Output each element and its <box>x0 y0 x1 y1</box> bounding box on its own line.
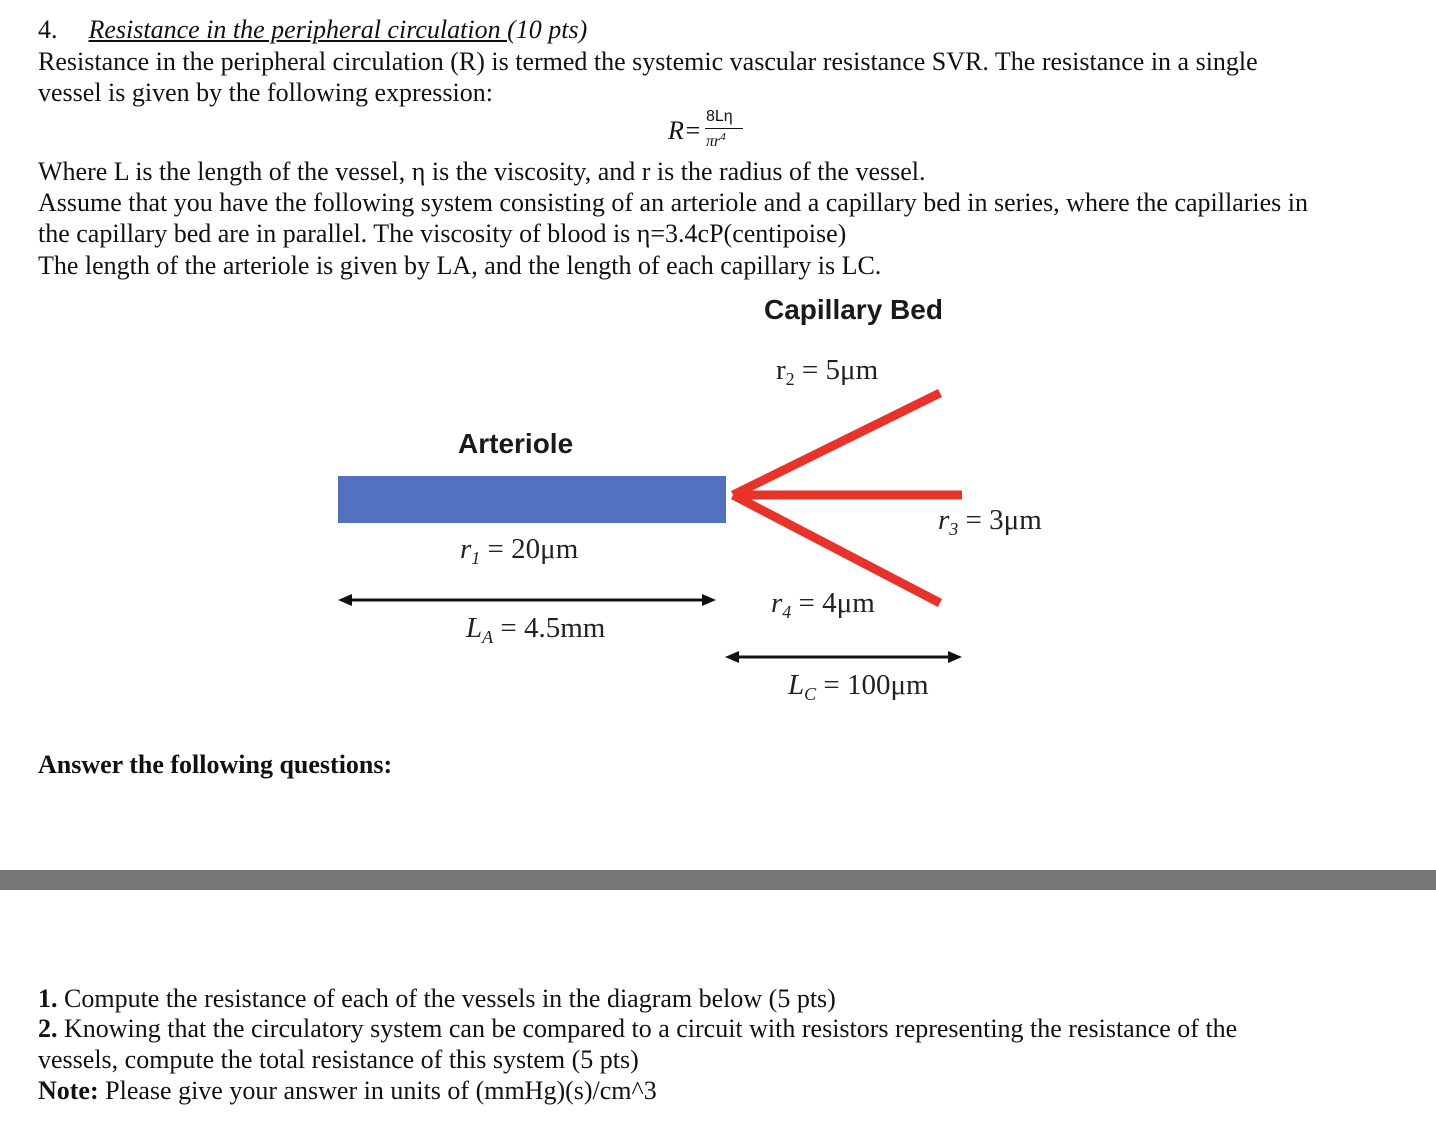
section-title: Resistance in the peripheral circulation <box>88 15 508 44</box>
units-note: Note: Please give your answer in units of (mmHg)(s)/cm^3 <box>38 1076 657 1105</box>
assume-line-1: Assume that you have the following system consisting of an arteriole and a capillary bed in series, where the capillaries in <box>38 188 1309 217</box>
intro-line-2: vessel is given by the following expression: <box>38 78 493 107</box>
lc-label: $L_C = 100\mu m$ <box>788 669 929 704</box>
capillary-bed-label: Capillary Bed <box>764 294 943 325</box>
arrow-head-left <box>725 651 739 663</box>
r1-label: $r_1 = 20\mu m$ <box>460 533 579 568</box>
formula-lhs: R= <box>668 116 702 145</box>
section-divider <box>0 870 1436 890</box>
question-2: 2. Knowing that the circulatory system can be compared to a circuit with resistors representing the resistance of the <box>38 1014 1238 1043</box>
answer-heading: Answer the following questions: <box>38 750 393 779</box>
la-label: $L_A = 4.5mm$ <box>466 612 606 647</box>
arrow-head-right <box>948 651 962 663</box>
formula-denominator: $\pi r^4$ <box>706 131 726 150</box>
arrow-head-left <box>338 594 352 606</box>
where-line: Where L is the length of the vessel, η is the viscosity, and r is the radius of the vessel. <box>38 157 926 186</box>
arteriole-vessel <box>338 476 726 523</box>
intro-line-1: Resistance in the peripheral circulation (R) is termed the systemic vascular resistance SVR. The resistance in a single <box>38 47 1258 76</box>
r2-label: $r_2 = 5\mu m$ <box>776 354 879 389</box>
arteriole-label: Arteriole <box>458 428 574 459</box>
length-line: The length of the arteriole is given by LA, and the length of each capillary is LC. <box>38 251 882 280</box>
assume-line-2: the capillary bed are in parallel. The viscosity of blood is η=3.4cP(centipoise) <box>38 219 847 248</box>
section-number: 4. <box>38 15 58 44</box>
section-points: (10 pts) <box>507 15 588 44</box>
arrow-head-right <box>702 594 716 606</box>
question-1: 1. Compute the resistance of each of the vessels in the diagram below (5 pts) <box>38 984 836 1013</box>
formula-numerator: 8Lη <box>706 108 733 125</box>
question-2-continued: vessels, compute the total resistance of this system (5 pts) <box>38 1045 639 1074</box>
r4-label: $r_4 = 4\mu m$ <box>771 587 875 622</box>
capillary-upper <box>733 393 940 495</box>
r3-label: $r_3 = 3\mu m$ <box>938 504 1042 539</box>
